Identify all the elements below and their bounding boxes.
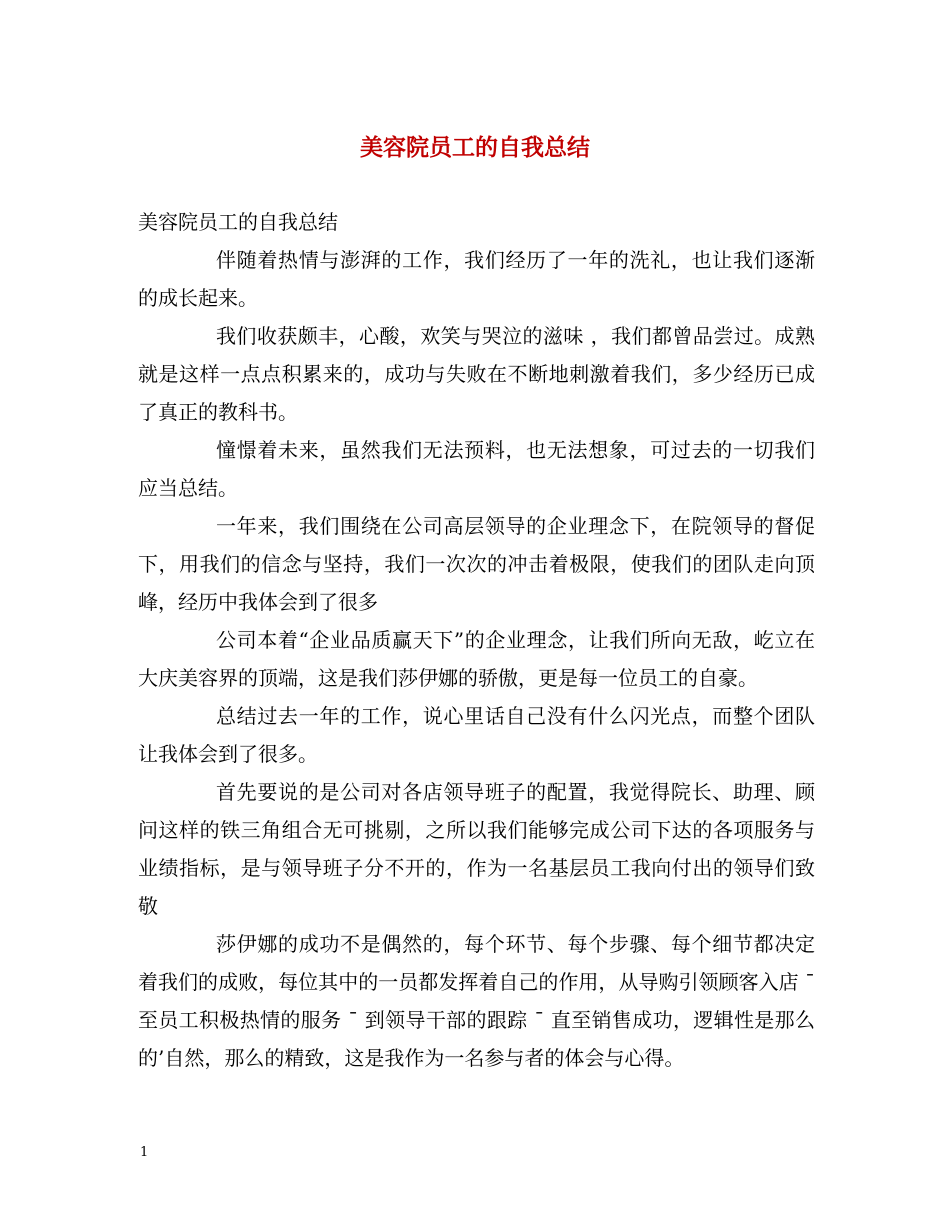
paragraph-7: 首先要说的是公司对各店领导班子的配置，我觉得院长、助理、顾问这样的铁三角组合无可挑剔，之所以我们能够完成公司下达的各项服务与业绩指标，是与领导班子分不开的，作为一名基层员工我向付出的领导们致敬	[138, 780, 815, 918]
paragraph-6: 总结过去一年的工作，说心里话自己没有什么闪光点，而整个团队让我体会到了很多。	[138, 704, 815, 766]
document-subtitle: 美容院员工的自我总结	[138, 210, 338, 234]
paragraph-5: 公司本着“企业品质赢天下”的企业理念，让我们所向无敌，屹立在大庆美容界的顶端，这是我们莎伊娜的骄傲，更是每一位员工的自豪。	[138, 628, 815, 690]
page-number: 1	[140, 1145, 149, 1160]
paragraph-1: 伴随着热情与澎湃的工作，我们经历了一年的洗礼，也让我们逐渐的成长起来。	[138, 248, 815, 310]
paragraph-8: 莎伊娜的成功不是偶然的，每个环节、每个步骤、每个细节都决定着我们的成败，每位其中的一员都发挥着自己的作用，从导购引领顾客入店 ˉ 至员工积极热情的服务 ˉ 到领导干部的跟踪 ˉ 直至销售成功，逻辑性是那么的’自然，那么的精致，这是我作为一名参与者的体会与心得。	[138, 932, 815, 1070]
paragraph-2: 我们收获颇丰，心酸，欢笑与哭泣的滋味 ，我们都曾品尝过。成熟就是这样一点点积累来的，成功与失败在不断地刺激着我们，多少经历已成了真正的教科书。	[138, 324, 815, 424]
paragraph-4: 一年来，我们围绕在公司高层领导的企业理念下，在院领导的督促下，用我们的信念与坚持，我们一次次的冲击着极限，使我们的团队走向顶峰，经历中我体会到了很多	[138, 514, 815, 614]
document-body	[138, 203, 815, 1077]
paragraph-3: 憧憬着未来，虽然我们无法预料，也无法想象，可过去的一切我们应当总结。	[138, 438, 815, 500]
document-title: 美容院员工的自我总结	[360, 134, 590, 161]
